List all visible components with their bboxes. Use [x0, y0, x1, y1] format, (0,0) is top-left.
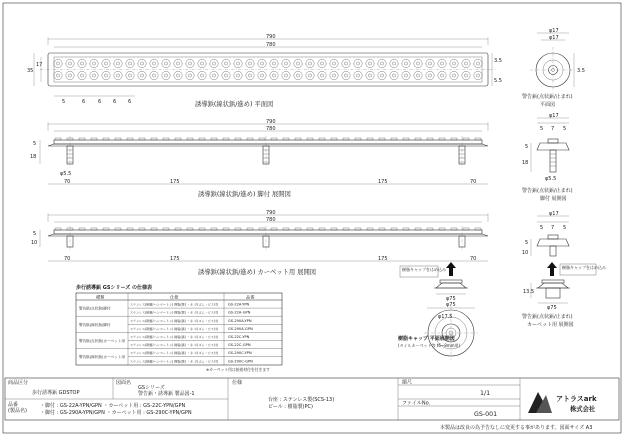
svg-text:品番: 品番: [8, 402, 19, 408]
bar-bump: [91, 228, 97, 230]
bar-bump: [271, 228, 277, 230]
plan-stud: [174, 59, 182, 67]
plan-stud: [306, 71, 314, 79]
spec-cell: ステンレス(研磨/ハンマートン) 樹脂(黄) ・ネ ジ(ゴム・ビス付): [130, 310, 219, 315]
svg-text:ファイルNo.: ファイルNo.: [402, 400, 431, 407]
plan-stud: [54, 71, 62, 79]
svg-text:(タイルカーペット等 t6~8mm用): (タイルカーペット等 t6~8mm用): [398, 343, 461, 348]
plan-stud: [114, 59, 122, 67]
bar-bump: [211, 228, 217, 230]
bar-bump: [139, 228, 145, 230]
plan-stud: [186, 71, 194, 79]
svg-text:70: 70: [64, 256, 71, 262]
bar-bump: [355, 138, 361, 140]
svg-text:175: 175: [378, 179, 388, 185]
plan-stud: [390, 71, 398, 79]
svg-text:5: 5: [540, 126, 544, 132]
spec-cell: GS-290C-YPN: [228, 351, 252, 356]
svg-text:790: 790: [266, 119, 276, 125]
bar-bump: [295, 138, 301, 140]
company-name: アトラスark: [556, 395, 597, 403]
svg-text:13.5: 13.5: [523, 289, 535, 295]
plan-view: [27, 34, 502, 108]
svg-text:(製品名): (製品名): [8, 408, 27, 414]
plan-stud: [294, 71, 302, 79]
bar-bump: [391, 228, 397, 230]
plan-stud: [342, 71, 350, 79]
plan-view-caption: 誘導鋲(線状鋲/進め) 平面図: [195, 101, 274, 108]
bar-bump: [259, 228, 265, 230]
spec-table: [76, 284, 282, 372]
spec-table-note: ※カーペット用は接着材付を付きます: [206, 367, 270, 372]
svg-text:警告鋲(点状鋲/止まれ): 警告鋲(点状鋲/止まれ): [522, 314, 573, 320]
svg-text:70: 70: [470, 256, 477, 262]
svg-text:175: 175: [170, 179, 180, 185]
svg-text:樹脂キャップをはめ込み: 樹脂キャップをはめ込み: [562, 265, 606, 270]
stud-plan-view: [522, 28, 585, 108]
svg-text:70: 70: [470, 179, 477, 185]
stud-carpet-view: [522, 211, 569, 256]
file-number: GS-001: [474, 411, 498, 418]
svg-text:φ5.5: φ5.5: [545, 176, 557, 182]
bar-bump: [451, 138, 457, 140]
svg-text:18: 18: [522, 160, 529, 166]
plan-stud: [78, 71, 86, 79]
svg-text:縮尺: 縮尺: [402, 379, 413, 386]
plan-stud: [282, 71, 290, 79]
plan-stud: [210, 71, 218, 79]
bar-bump: [427, 228, 433, 230]
stud-flush-body: [537, 143, 569, 150]
bar-bump: [343, 138, 349, 140]
bar-bump: [475, 138, 481, 140]
svg-text:175: 175: [170, 256, 180, 262]
plan-stud: [342, 59, 350, 67]
plan-stud: [426, 59, 434, 67]
plan-stud: [246, 59, 254, 67]
bar-bump: [175, 138, 181, 140]
svg-text:φ17: φ17: [549, 35, 559, 41]
plan-stud: [438, 59, 446, 67]
bar-bump: [307, 228, 313, 230]
bar-bump: [163, 228, 169, 230]
svg-text:脚付 展開図: 脚付 展開図: [540, 196, 567, 202]
spec-cell: ステンレス(研磨/ハンマートン) 樹脂(黄) ・ネ ジ(ゴム・ビス付): [130, 335, 219, 339]
bar-bump: [415, 228, 421, 230]
plan-stud: [90, 71, 98, 79]
plan-height-dim: 35: [27, 68, 34, 74]
bar-bump: [331, 228, 337, 230]
bar-bump: [163, 138, 169, 140]
part-row-2: ・脚付 : GS-290A-YPN/GPN ・カーペット用 : GS-290C-YPN/GPN: [40, 410, 192, 416]
spec-cell: GS-22A-YPN: [228, 302, 250, 307]
plan-stud: [330, 59, 338, 67]
bar-bump: [283, 138, 289, 140]
svg-text:790: 790: [266, 210, 276, 216]
bar-bump: [367, 228, 373, 230]
bar-bump: [79, 228, 85, 230]
cap-detail: [398, 262, 606, 360]
bar-bump: [187, 228, 193, 230]
plan-stud: [174, 71, 182, 79]
plan-stud: [258, 59, 266, 67]
cap-arrow-left: [446, 262, 456, 276]
plan-stud: [414, 71, 422, 79]
svg-text:φ5.5: φ5.5: [60, 171, 72, 177]
svg-text:φ75: φ75: [446, 302, 456, 308]
svg-text:φ17: φ17: [549, 28, 559, 34]
bar-bump: [103, 228, 109, 230]
bar-bump: [223, 138, 229, 140]
bar-bump: [55, 228, 61, 230]
plan-stud: [222, 59, 230, 67]
spec-cell: ステンレス(研磨/ハンマートン) 樹脂(黄) ・ネ ジ(ゴム・ビス付): [130, 302, 219, 307]
plan-inner-dim: 780: [266, 42, 276, 48]
plan-stud: [474, 71, 482, 79]
svg-text:3.5: 3.5: [577, 68, 585, 74]
bar-bump: [259, 138, 265, 140]
bar-bump: [139, 138, 145, 140]
svg-text:5: 5: [540, 225, 544, 231]
svg-text:5: 5: [62, 99, 66, 105]
svg-text:17: 17: [36, 62, 43, 68]
bar-bump: [331, 138, 337, 140]
spec-line-2: ピール : 樹脂製(PC): [268, 404, 313, 410]
plan-stud: [282, 59, 290, 67]
spec-cell: ステンレス(研磨/ハンマートン) 樹脂(黄) ・ネ ジ(ゴム・ビス付): [130, 326, 219, 331]
bar-leg: [459, 146, 465, 164]
bar-bump: [427, 138, 433, 140]
bar-bump: [151, 228, 157, 230]
svg-text:φ75: φ75: [547, 305, 557, 311]
plan-stud: [162, 59, 170, 67]
svg-text:図面名: 図面名: [116, 380, 132, 386]
plan-stud: [150, 59, 158, 67]
bar-bump: [463, 138, 469, 140]
svg-text:5: 5: [563, 126, 567, 132]
svg-text:φ17: φ17: [549, 113, 559, 119]
scale-value: 1/1: [480, 390, 491, 397]
bar-bump: [319, 138, 325, 140]
flush-bar-top: [54, 140, 482, 144]
bar-leg: [67, 146, 73, 164]
svg-text:5.5: 5.5: [494, 78, 502, 84]
plan-stud: [126, 71, 134, 79]
bar-bump: [211, 138, 217, 140]
svg-text:5: 5: [525, 144, 529, 150]
plan-stud: [90, 59, 98, 67]
plan-stud: [330, 71, 338, 79]
spec-cell: ステンレス(研磨/ハンマートン) 樹脂(黄) ・ネ ジ(ゴム・ビス付): [130, 351, 219, 356]
spec-cell: 警告鋲(線状鋲)脚付: [79, 322, 111, 327]
plan-stud: [378, 71, 386, 79]
bar-bump: [391, 138, 397, 140]
plan-stud: [138, 59, 146, 67]
bar-bump: [271, 138, 277, 140]
spec-cell: 警告鋲(点状鋲)脚付: [79, 306, 111, 311]
spec-cell: 警告鋲(点状鋲)カーペット用: [79, 339, 125, 343]
cap-side-view: [436, 283, 466, 288]
svg-text:6: 6: [98, 99, 102, 105]
bar-bump: [199, 138, 205, 140]
bar-bump: [91, 138, 97, 140]
plan-stud: [306, 59, 314, 67]
bar-bump: [439, 138, 445, 140]
plan-stud: [138, 71, 146, 79]
svg-text:品番: 品番: [246, 294, 255, 300]
plan-stud: [474, 59, 482, 67]
spec-cell: GS-22C-GPN: [228, 343, 251, 348]
plan-stud: [258, 71, 266, 79]
stud-flush-view: [522, 113, 573, 202]
plan-stud: [318, 59, 326, 67]
bar-bump: [283, 228, 289, 230]
svg-text:10: 10: [522, 250, 529, 256]
svg-text:樹脂キャップをはめ込み: 樹脂キャップをはめ込み: [402, 267, 446, 272]
plan-stud: [366, 59, 374, 67]
spec-cell: GS-22A-GPN: [228, 310, 251, 315]
bar-bump: [199, 228, 205, 230]
spec-cell: GS-290A-YPN: [228, 318, 252, 323]
plan-stud: [270, 59, 278, 67]
flush-legs: [67, 136, 465, 168]
bar-bump: [235, 138, 241, 140]
plan-stud: [210, 59, 218, 67]
svg-text:780: 780: [266, 217, 276, 223]
bar-bump: [355, 228, 361, 230]
bar-bump: [367, 138, 373, 140]
bar-bump: [403, 228, 409, 230]
svg-text:仕様: 仕様: [232, 380, 243, 386]
plan-stud: [162, 71, 170, 79]
bar-bump: [295, 228, 301, 230]
plan-stud: [450, 71, 458, 79]
cap-caption: 樹脂キャップ 平面展開図: [398, 336, 455, 342]
cap-arrow-right: [547, 262, 557, 276]
plan-stud: [438, 71, 446, 79]
bar-bump: [247, 228, 253, 230]
bar-bump: [79, 138, 85, 140]
plan-stud: [198, 71, 206, 79]
plan-stud: [462, 71, 470, 79]
plan-stud: [318, 71, 326, 79]
svg-text:商品区分: 商品区分: [8, 380, 29, 386]
plan-stud: [354, 71, 362, 79]
bar-bump: [223, 228, 229, 230]
svg-text:φ17.5: φ17.5: [438, 314, 453, 320]
drawing-name: 警告鋲・誘導鋲 製品図-1: [138, 391, 195, 397]
bar-bump: [451, 228, 457, 230]
bar-bump: [175, 228, 181, 230]
svg-text:10: 10: [31, 240, 38, 246]
spec-cell: GS-290A-GPN: [228, 326, 253, 331]
svg-text:70: 70: [64, 179, 71, 185]
svg-text:警告鋲(点状鋲/止まれ): 警告鋲(点状鋲/止まれ): [522, 188, 573, 194]
spec-cell: ステンレス(研磨/ハンマートン) 樹脂(黄) ・ネ ジ(ゴム・ビス付): [130, 318, 219, 323]
plan-stud: [294, 59, 302, 67]
plan-stud: [414, 59, 422, 67]
spec-cell: GS-290C-GPN: [228, 359, 253, 364]
plan-stud: [402, 59, 410, 67]
bar-bump: [463, 228, 469, 230]
svg-text:株式会社: 株式会社: [570, 406, 596, 413]
svg-text:6: 6: [128, 99, 132, 105]
plan-stud: [54, 59, 62, 67]
bar-bump: [127, 138, 133, 140]
footer-note: 本製品は改良の為予告なしに変更する事があります。図面サイズ A3: [440, 425, 593, 431]
svg-text:6: 6: [82, 99, 86, 105]
stud-carpet-body: [537, 239, 569, 246]
svg-text:カーペット用 展開図: カーペット用 展開図: [527, 322, 574, 328]
plan-stud: [198, 59, 206, 67]
spec-cell: ステンレス(研磨/ハンマートン) 樹脂(黄) ・ネ ジ(ゴム・ビス付): [130, 359, 219, 364]
plan-stud: [102, 59, 110, 67]
plan-stud: [378, 59, 386, 67]
bar-bump: [439, 228, 445, 230]
plan-stud: [426, 71, 434, 79]
bar-bump: [247, 138, 253, 140]
bar-bump: [103, 138, 109, 140]
plan-overall-dim: 790: [266, 34, 276, 40]
plan-stud: [234, 71, 242, 79]
svg-text:仕様: 仕様: [170, 294, 179, 300]
plan-stud: [78, 59, 86, 67]
bar-bump: [115, 138, 121, 140]
plan-stud: [234, 59, 242, 67]
spec-line-1: 台座 : ステンレス製(SCS-13): [268, 397, 335, 403]
plan-stud: [366, 71, 374, 79]
svg-text:φ75: φ75: [446, 296, 456, 302]
svg-text:GSシリーズ: GSシリーズ: [138, 385, 165, 391]
bar-bump: [115, 228, 121, 230]
category-value: 歩行誘導鋲 GDSTOP: [32, 390, 80, 396]
plan-stud: [402, 71, 410, 79]
bar-bump: [475, 228, 481, 230]
bar-leg: [263, 146, 269, 164]
plan-stud: [462, 59, 470, 67]
bar-bump: [307, 138, 313, 140]
plan-stud: [246, 71, 254, 79]
bar-bump: [403, 138, 409, 140]
plan-stud: [114, 71, 122, 79]
bar-bump: [379, 138, 385, 140]
bar-bump: [319, 228, 325, 230]
title-block: [5, 378, 619, 431]
spec-cell: 警告鋲(線状鋲)カーペット用: [79, 355, 125, 360]
bar-bump: [187, 138, 193, 140]
plan-stud: [66, 59, 74, 67]
plan-stud: [390, 59, 398, 67]
svg-text:警告鋲(点状鋲/止まれ): 警告鋲(点状鋲/止まれ): [522, 94, 573, 100]
flush-view: [30, 119, 488, 198]
plan-stud: [222, 71, 230, 79]
svg-text:780: 780: [266, 126, 276, 132]
plan-stud: [102, 71, 110, 79]
bar-bump: [127, 228, 133, 230]
svg-text:φ17: φ17: [549, 211, 559, 217]
svg-text:5: 5: [563, 225, 567, 231]
svg-text:種類: 種類: [96, 294, 105, 300]
svg-text:5: 5: [33, 231, 37, 237]
carpet-view-caption: 誘導鋲(線状鋲/進め) カーペット用 展開図: [198, 269, 317, 276]
svg-text:7: 7: [551, 126, 555, 132]
spec-cell: ステンレス(研磨/ハンマートン) 樹脂(黄) ・ネ ジ(ゴム・ビス付): [130, 343, 219, 348]
bar-bump: [151, 138, 157, 140]
plan-stud: [354, 59, 362, 67]
plan-stud: [66, 71, 74, 79]
bar-bump: [343, 228, 349, 230]
stud-carpet-leg: [550, 246, 556, 256]
svg-text:平面図: 平面図: [540, 102, 556, 108]
svg-text:6: 6: [113, 99, 117, 105]
flush-view-caption: 誘導鋲(線状鋲/進め) 脚付 展開図: [198, 191, 291, 198]
carpet-bar-top: [54, 230, 482, 234]
plan-stud: [126, 59, 134, 67]
svg-text:5: 5: [33, 141, 37, 147]
svg-text:7: 7: [551, 225, 555, 231]
svg-text:5: 5: [525, 240, 529, 246]
bar-bump: [55, 138, 61, 140]
plan-stud: [150, 71, 158, 79]
bar-bump: [379, 228, 385, 230]
svg-text:175: 175: [378, 256, 388, 262]
plan-stud: [186, 59, 194, 67]
svg-text:3.5: 3.5: [494, 58, 502, 64]
bar-bump: [235, 228, 241, 230]
spec-cell: GS-22C-YPN: [228, 335, 250, 339]
bar-bump: [415, 138, 421, 140]
plan-stud: [270, 71, 278, 79]
spec-table-title: 歩行誘導鋲 GSシリーズ の仕様表: [76, 285, 152, 291]
company-logo: [528, 392, 597, 413]
stud-flush-leg: [550, 150, 556, 172]
svg-text:18: 18: [30, 154, 37, 160]
plan-stud: [450, 59, 458, 67]
part-row-1: ・脚付 : GS-22A-YPN/GPN ・カーペット用 : GS-22C-YPN/GPN: [40, 403, 186, 409]
